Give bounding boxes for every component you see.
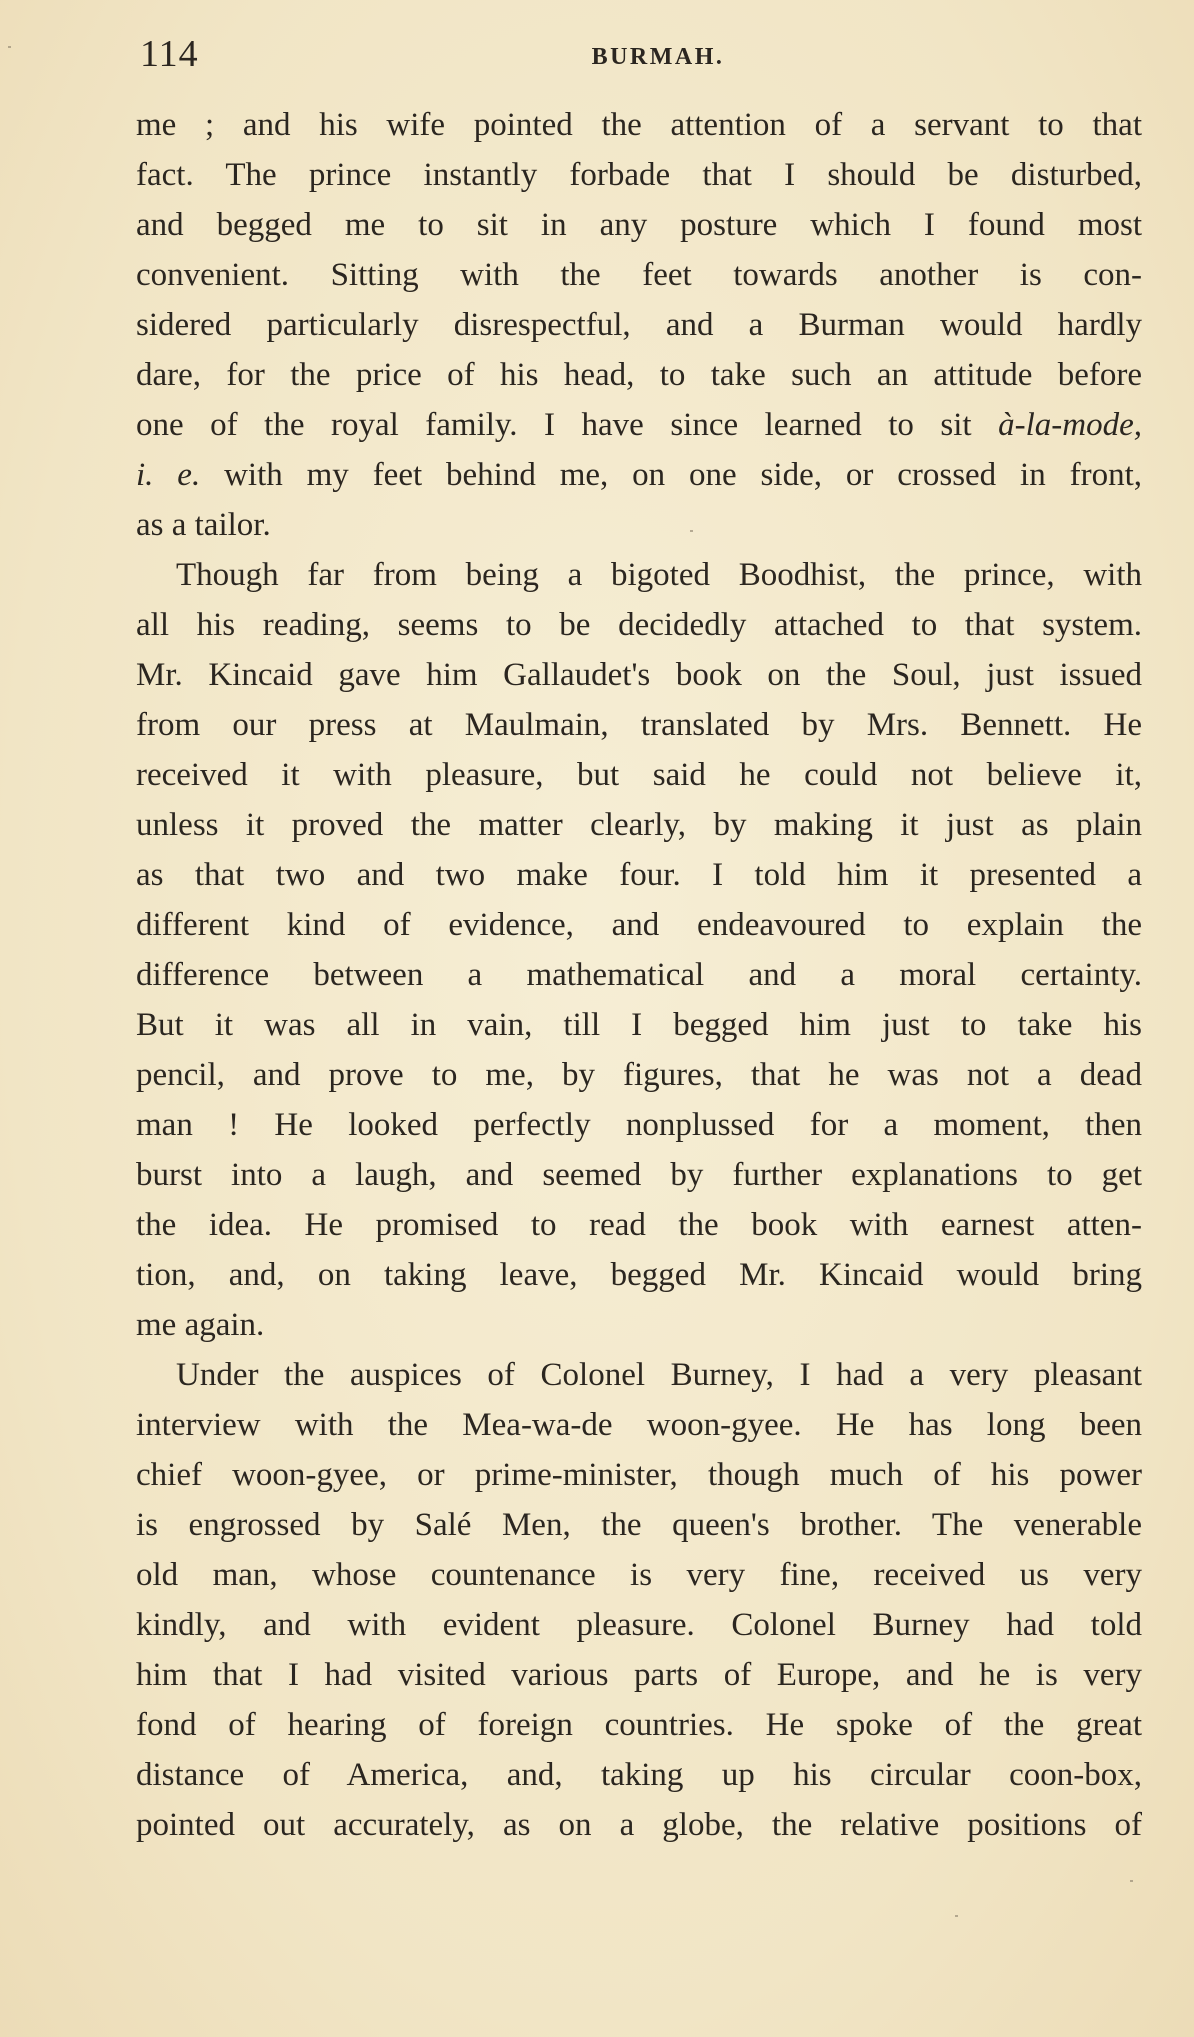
- text-line: fact. The prince instantly forbade that I should be disturbed,: [136, 157, 1142, 193]
- text-line: distance of America, and, taking up his circular coon-box,: [136, 1757, 1142, 1793]
- running-head: [136, 28, 1140, 88]
- text-line: Though far from being a bigoted Boodhist, the prince, with: [176, 557, 1142, 593]
- text-line: pencil, and prove to me, by figures, that he was not a dead: [136, 1057, 1142, 1093]
- text-line: pointed out accurately, as on a globe, the relative positions of: [136, 1807, 1142, 1843]
- running-title: BURMAH.: [591, 44, 725, 70]
- text-line: tion, and, on taking leave, begged Mr. Kincaid would bring: [136, 1257, 1142, 1293]
- text-line: chief woon-gyee, or prime-minister, though much of his power: [136, 1457, 1142, 1493]
- text-line: received it with pleasure, but said he could not believe it,: [136, 757, 1142, 793]
- text-line: unless it proved the matter clearly, by making it just as plain: [136, 807, 1142, 843]
- text-line: as that two and two make four. I told him it presented a: [136, 857, 1142, 893]
- text-line: [136, 400, 1142, 450]
- text-line: and begged me to sit in any posture which I found most: [136, 207, 1142, 243]
- text-line: me again.: [136, 1307, 265, 1343]
- page-number: 114: [140, 33, 199, 75]
- text-line: But it was all in vain, till I begged him just to take his: [136, 1007, 1142, 1043]
- text-line: Under the auspices of Colonel Burney, I had a very pleasant: [176, 1357, 1142, 1393]
- text-line: the idea. He promised to read the book with earnest atten-: [136, 1207, 1142, 1243]
- text-line: fond of hearing of foreign countries. He spoke of the great: [136, 1707, 1142, 1743]
- text-line: interview with the Mea-wa-de woon-gyee. He has long been: [136, 1407, 1142, 1443]
- paper-speck: [690, 530, 693, 532]
- text-line: [136, 450, 1142, 500]
- text-line: different kind of evidence, and endeavoured to explain the: [136, 907, 1142, 943]
- paragraph-3: [136, 1350, 1142, 1850]
- text-line: burst into a laugh, and seemed by further explanations to get: [136, 1157, 1142, 1193]
- paragraph-2: [136, 550, 1142, 1350]
- text-line: Mr. Kincaid gave him Gallaudet's book on the Soul, just issued: [136, 657, 1142, 693]
- paper-speck: [955, 1915, 958, 1917]
- body-text: [136, 100, 1142, 1850]
- text-line: convenient. Sitting with the feet towards another is con-: [136, 257, 1142, 293]
- text-line: all his reading, seems to be decidedly attached to that system.: [136, 607, 1142, 643]
- text-line: difference between a mathematical and a moral certainty.: [136, 957, 1142, 993]
- italic-phrase: à-la-mode,: [998, 407, 1143, 443]
- text-line: from our press at Maulmain, translated by Mrs. Bennett. He: [136, 707, 1142, 743]
- paper-speck: [1130, 1880, 1133, 1882]
- text-line: man ! He looked perfectly nonplussed for a moment, then: [136, 1107, 1142, 1143]
- text-line: dare, for the price of his head, to take such an attitude before: [136, 357, 1142, 393]
- italic-phrase: i. e.: [136, 457, 201, 493]
- text-line: kindly, and with evident pleasure. Colonel Burney had told: [136, 1607, 1142, 1643]
- text-line-main: with my feet behind me, on one side, or crossed in front,: [224, 457, 1143, 493]
- text-line: me ; and his wife pointed the attention of a servant to that: [136, 107, 1142, 143]
- text-line: sidered particularly disrespectful, and a Burman would hardly: [136, 307, 1142, 343]
- paragraph-1: [136, 100, 1142, 550]
- text-line: as a tailor.: [136, 507, 271, 543]
- text-line-main: one of the royal family. I have since learned to sit: [136, 407, 972, 443]
- text-line: old man, whose countenance is very fine, received us very: [136, 1557, 1142, 1593]
- paper-speck: [8, 46, 11, 48]
- text-line: is engrossed by Salé Men, the queen's brother. The venerable: [136, 1507, 1142, 1543]
- text-line: him that I had visited various parts of Europe, and he is very: [136, 1657, 1142, 1693]
